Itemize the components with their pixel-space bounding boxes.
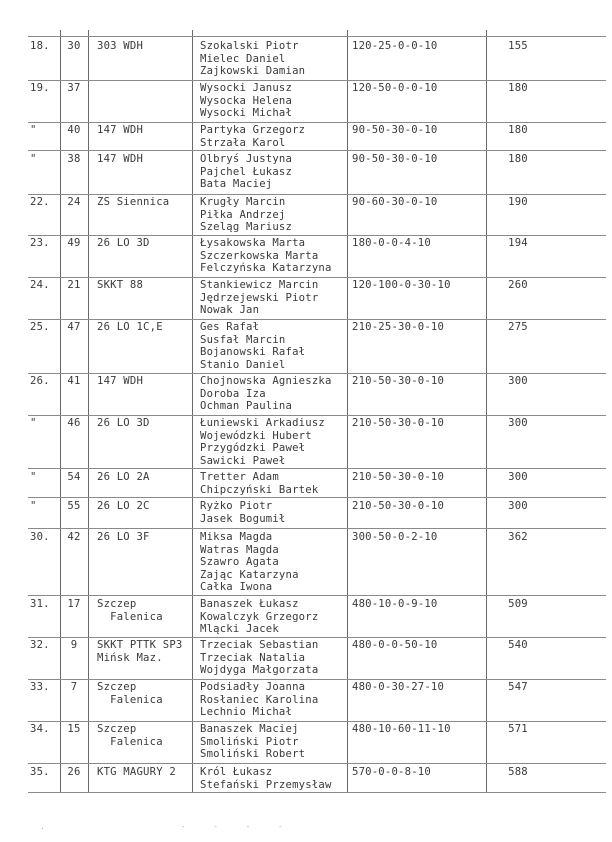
participant-name: Bojanowski Rafał: [200, 346, 306, 359]
start-number-cell: 24: [67, 196, 81, 208]
team-line: 26 LO 2C: [97, 500, 150, 512]
participants-cell: [200, 40, 348, 78]
row-divider: [28, 319, 606, 320]
team-cell: [97, 500, 192, 513]
participants-cell: [200, 279, 348, 317]
participant-name: Wysocka Helena: [200, 94, 293, 107]
score-breakdown-cell: 120-50-0-0-10: [352, 82, 438, 94]
participants-cell: [200, 82, 348, 120]
score-breakdown-cell: 210-50-30-0-10: [352, 500, 445, 512]
team-cell: [97, 237, 192, 250]
place-cell: 26.: [30, 375, 50, 387]
participant-name: Wysocki Michał: [200, 107, 293, 120]
participants-cell: [200, 124, 348, 149]
row-divider: [28, 637, 606, 638]
participant-name: Krugły Marcin: [200, 196, 286, 208]
participants-cell: [200, 639, 348, 677]
score-breakdown-cell: 90-50-30-0-10: [352, 124, 438, 136]
team-line: KTG MAGURY 2: [97, 766, 176, 778]
team-cell: [97, 196, 192, 209]
participants-cell: [200, 471, 348, 496]
place-cell: 24.: [30, 279, 50, 291]
participants-cell: [200, 598, 348, 636]
participant-name: Przygódzki Paweł: [200, 442, 306, 455]
total-points-cell: 180: [508, 82, 528, 94]
team-cell: [97, 531, 192, 544]
participants-cell: [200, 766, 348, 791]
team-line: Mińsk Maz.: [97, 651, 163, 664]
participant-name: Chojnowska Agnieszka: [200, 375, 332, 387]
total-points-cell: 194: [508, 237, 528, 249]
start-number-cell: 9: [70, 639, 78, 651]
participants-cell: [200, 237, 348, 275]
start-number-cell: 15: [67, 723, 81, 735]
participant-name: Strzała Karol: [200, 136, 286, 149]
row-divider: [28, 122, 606, 123]
team-line: 147 WDH: [97, 153, 144, 165]
page-footer-marks: . - - - -: [40, 822, 289, 831]
row-divider: [28, 36, 606, 37]
team-line: Falenica: [97, 610, 163, 623]
start-number-cell: 54: [67, 471, 81, 483]
participant-name: Banaszek Łukasz: [200, 598, 299, 610]
row-divider: [28, 150, 606, 151]
participant-name: Mielec Daniel: [200, 52, 286, 65]
place-cell: 19.: [30, 82, 50, 94]
team-line: Falenica: [97, 735, 163, 748]
participant-name: Trzeciak Sebastian: [200, 639, 319, 651]
row-divider: [28, 277, 606, 278]
place-cell: 22.: [30, 196, 50, 208]
participant-name: Kowalczyk Grzegorz: [200, 610, 319, 623]
place-cell: 33.: [30, 681, 50, 693]
row-divider: [28, 497, 606, 498]
participant-name: Sawicki Paweł: [200, 454, 286, 467]
row-divider: [28, 415, 606, 416]
participants-cell: [200, 196, 348, 234]
participant-name: Wojdyga Małgorzata: [200, 664, 319, 677]
row-divider: [28, 679, 606, 680]
participant-name: Podsiadły Joanna: [200, 681, 306, 693]
score-breakdown-cell: 90-50-30-0-10: [352, 153, 438, 165]
participant-name: Lechnio Michał: [200, 706, 293, 719]
participant-name: Miksa Magda: [200, 531, 273, 543]
participant-name: Doroba Iza: [200, 387, 266, 400]
participant-name: Olbryś Justyna: [200, 153, 293, 165]
team-cell: [97, 40, 192, 53]
participant-name: Felczyńska Katarzyna: [200, 262, 332, 275]
participant-name: Stefański Przemysław: [200, 778, 332, 791]
total-points-cell: 180: [508, 124, 528, 136]
total-points-cell: 540: [508, 639, 528, 651]
start-number-cell: 46: [67, 417, 81, 429]
score-breakdown-cell: 210-50-30-0-10: [352, 417, 445, 429]
participant-name: Ryżko Piotr: [200, 500, 273, 512]
participant-name: Pajchel Łukasz: [200, 165, 293, 178]
total-points-cell: 300: [508, 417, 528, 429]
participant-name: Banaszek Maciej: [200, 723, 299, 735]
column-divider: [192, 30, 193, 792]
team-line: 26 LO 2A: [97, 471, 150, 483]
score-breakdown-cell: 480-0-30-27-10: [352, 681, 445, 693]
participant-name: Ochman Paulina: [200, 400, 293, 413]
team-line: Szczep: [97, 681, 137, 693]
score-breakdown-cell: 480-0-0-50-10: [352, 639, 438, 651]
start-number-cell: 42: [67, 531, 81, 543]
place-cell: 35.: [30, 766, 50, 778]
team-line: SKKT PTTK SP3: [97, 639, 183, 651]
participants-cell: [200, 500, 348, 525]
team-cell: [97, 124, 192, 137]
participant-name: Bata Maciej: [200, 178, 273, 191]
participants-cell: [200, 153, 348, 191]
score-breakdown-cell: 210-25-30-0-10: [352, 321, 445, 333]
participant-name: Szczerkowska Marta: [200, 249, 319, 262]
column-divider: [486, 30, 487, 792]
participant-name: Wysocki Janusz: [200, 82, 293, 94]
place-cell: 25.: [30, 321, 50, 333]
total-points-cell: 571: [508, 723, 528, 735]
team-line: 26 LO 3F: [97, 531, 150, 543]
team-line: 147 WDH: [97, 375, 144, 387]
team-cell: [97, 321, 192, 334]
participant-name: Susfał Marcin: [200, 333, 286, 346]
participant-name: Stanio Daniel: [200, 358, 286, 371]
place-cell: 23.: [30, 237, 50, 249]
total-points-cell: 300: [508, 471, 528, 483]
total-points-cell: 275: [508, 321, 528, 333]
participant-name: Smoliński Piotr: [200, 735, 299, 748]
total-points-cell: 509: [508, 598, 528, 610]
participants-cell: [200, 681, 348, 719]
start-number-cell: 49: [67, 237, 81, 249]
score-breakdown-cell: 120-25-0-0-10: [352, 40, 438, 52]
participant-name: Chipczyński Bartek: [200, 483, 319, 496]
participant-name: Piłka Andrzej: [200, 208, 286, 221]
participants-cell: [200, 723, 348, 761]
row-divider: [28, 373, 606, 374]
start-number-cell: 7: [70, 681, 78, 693]
place-cell: ": [30, 153, 37, 165]
team-cell: [97, 279, 192, 292]
participant-name: Tretter Adam: [200, 471, 279, 483]
total-points-cell: 260: [508, 279, 528, 291]
row-divider: [28, 194, 606, 195]
total-points-cell: 547: [508, 681, 528, 693]
team-line: Falenica: [97, 693, 163, 706]
participant-name: Łysakowska Marta: [200, 237, 306, 249]
participant-name: Trzeciak Natalia: [200, 651, 306, 664]
team-line: 147 WDH: [97, 124, 144, 136]
team-line: 26 LO 3D: [97, 417, 150, 429]
column-divider: [60, 30, 61, 792]
team-line: 26 LO 1C,E: [97, 321, 163, 333]
total-points-cell: 190: [508, 196, 528, 208]
total-points-cell: 155: [508, 40, 528, 52]
participants-cell: [200, 531, 348, 594]
score-breakdown-cell: 90-60-30-0-10: [352, 196, 438, 208]
participant-name: Nowak Jan: [200, 304, 260, 317]
participant-name: Całka Iwona: [200, 581, 273, 594]
team-line: Szczep: [97, 723, 137, 735]
team-cell: [97, 681, 192, 706]
participant-name: Smoliński Robert: [200, 748, 306, 761]
score-breakdown-cell: 300-50-0-2-10: [352, 531, 438, 543]
row-divider: [28, 595, 606, 596]
participant-name: Zając Katarzyna: [200, 568, 299, 581]
team-cell: [97, 723, 192, 748]
team-line: Szczep: [97, 598, 137, 610]
row-divider: [28, 763, 606, 764]
start-number-cell: 55: [67, 500, 81, 512]
participant-name: Partyka Grzegorz: [200, 124, 306, 136]
start-number-cell: 30: [67, 40, 81, 52]
team-cell: [97, 766, 192, 779]
place-cell: ": [30, 500, 37, 512]
place-cell: ": [30, 124, 37, 136]
team-line: ZS Siennica: [97, 196, 170, 208]
team-cell: [97, 471, 192, 484]
place-cell: 30.: [30, 531, 50, 543]
score-breakdown-cell: 180-0-0-4-10: [352, 237, 431, 249]
participant-name: Wojewódzki Hubert: [200, 429, 312, 442]
place-cell: 34.: [30, 723, 50, 735]
team-line: 303 WDH: [97, 40, 144, 52]
start-number-cell: 26: [67, 766, 81, 778]
place-cell: 32.: [30, 639, 50, 651]
score-breakdown-cell: 480-10-0-9-10: [352, 598, 438, 610]
start-number-cell: 40: [67, 124, 81, 136]
team-cell: [97, 375, 192, 388]
team-line: 26 LO 3D: [97, 237, 150, 249]
score-breakdown-cell: 210-50-30-0-10: [352, 471, 445, 483]
participants-cell: [200, 375, 348, 413]
participant-name: Jędrzejewski Piotr: [200, 291, 319, 304]
start-number-cell: 47: [67, 321, 81, 333]
team-line: SKKT 88: [97, 279, 144, 291]
participant-name: Watras Magda: [200, 543, 279, 556]
row-divider: [28, 721, 606, 722]
start-number-cell: 38: [67, 153, 81, 165]
participants-cell: [200, 321, 348, 371]
start-number-cell: 21: [67, 279, 81, 291]
place-cell: 31.: [30, 598, 50, 610]
score-breakdown-cell: 210-50-30-0-10: [352, 375, 445, 387]
participant-name: Szawro Agata: [200, 556, 279, 569]
start-number-cell: 17: [67, 598, 81, 610]
team-cell: [97, 598, 192, 623]
place-cell: 18.: [30, 40, 50, 52]
row-divider: [28, 468, 606, 469]
participant-name: Ges Rafał: [200, 321, 260, 333]
participant-name: Łuniewski Arkadiusz: [200, 417, 325, 429]
place-cell: ": [30, 417, 37, 429]
team-cell: [97, 639, 192, 664]
column-divider: [88, 30, 89, 792]
total-points-cell: 588: [508, 766, 528, 778]
score-breakdown-cell: 480-10-60-11-10: [352, 723, 451, 735]
participant-name: Zajkowski Damian: [200, 65, 306, 78]
participant-name: Szeląg Mariusz: [200, 221, 293, 234]
score-breakdown-cell: 570-0-0-8-10: [352, 766, 431, 778]
participant-name: Stankiewicz Marcin: [200, 279, 319, 291]
place-cell: ": [30, 471, 37, 483]
row-divider: [28, 80, 606, 81]
total-points-cell: 180: [508, 153, 528, 165]
total-points-cell: 362: [508, 531, 528, 543]
start-number-cell: 41: [67, 375, 81, 387]
participants-cell: [200, 417, 348, 467]
start-number-cell: 37: [67, 82, 81, 94]
score-breakdown-cell: 120-100-0-30-10: [352, 279, 451, 291]
participant-name: Król Łukasz: [200, 766, 273, 778]
total-points-cell: 300: [508, 375, 528, 387]
team-cell: [97, 417, 192, 430]
row-divider: [28, 528, 606, 529]
participant-name: Szokalski Piotr: [200, 40, 299, 52]
row-divider: [28, 792, 606, 793]
participant-name: Mlącki Jacek: [200, 623, 279, 636]
total-points-cell: 300: [508, 500, 528, 512]
team-cell: [97, 153, 192, 166]
participant-name: Rosłaniec Karolina: [200, 693, 319, 706]
participant-name: Jasek Bogumił: [200, 512, 286, 525]
row-divider: [28, 235, 606, 236]
